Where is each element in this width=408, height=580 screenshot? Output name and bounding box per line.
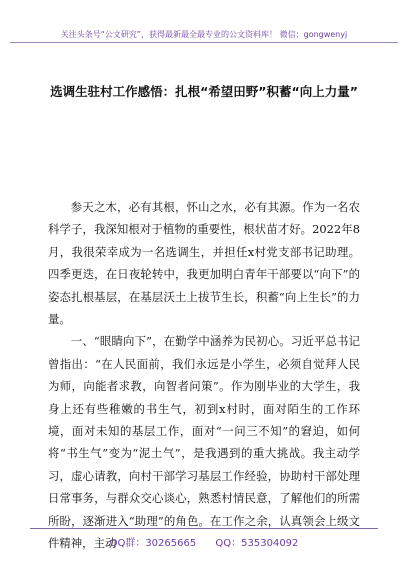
page-header — [0, 0, 408, 44]
qq-number: QQ：535304092 — [215, 538, 299, 549]
header-notice: 关注头条号“公文研究”，获得最新最全最专业的公文资料库！ 微信：gongwenyj — [60, 30, 348, 39]
paragraph: 参天之木，必有其根，怀山之水，必有其源。作为一名农科学子，我深知根对于植物的重要性，根状苗才好。2022年8月，我很荣幸成为一名选调生，并担任x村党支部书记助理。四季更迭，在日夜轮转中，我更加明白青年干部要以“向下”的姿态扎根基层，在基层沃土上拔节生长，积蓄“向上生长”的力量。 — [48, 200, 360, 327]
header-divider — [10, 42, 398, 43]
document-title: 选调生驻村工作感悟：扎根“希望田野”积蓄“向上力量” — [50, 84, 358, 99]
footer-contact — [0, 534, 408, 549]
paragraph: 一、“眼睛向下”，在勤学中涵养为民初心。习近平总书记曾指出：“在人民面前，我们永远是小学生，必须自觉拜人民为师，向能者求教，向智者问策”。作为刚毕业的大学生，我身上还有些稚嫩的书生气，初到x村时，面对陌生的工作环境，面对未知的基层工作，面对“一问三不知”的窘迫，如何将“书生气”变为“泥土气”，是我遇到的重大挑战。我主动学习，虚心请教，向村干部学习基层工作经验，协助村干部处理日常事务，与群众交心谈心，熟悉村情民意，了解他们的所需所盼，逐渐进入“助理”的角色。在工作之余，认真领会上级文件精神，主动 — [48, 334, 360, 551]
qq-group: QQ群：30265665 — [109, 538, 197, 549]
document-body — [48, 196, 360, 555]
page-footer — [0, 528, 408, 580]
footer-divider — [30, 528, 378, 529]
